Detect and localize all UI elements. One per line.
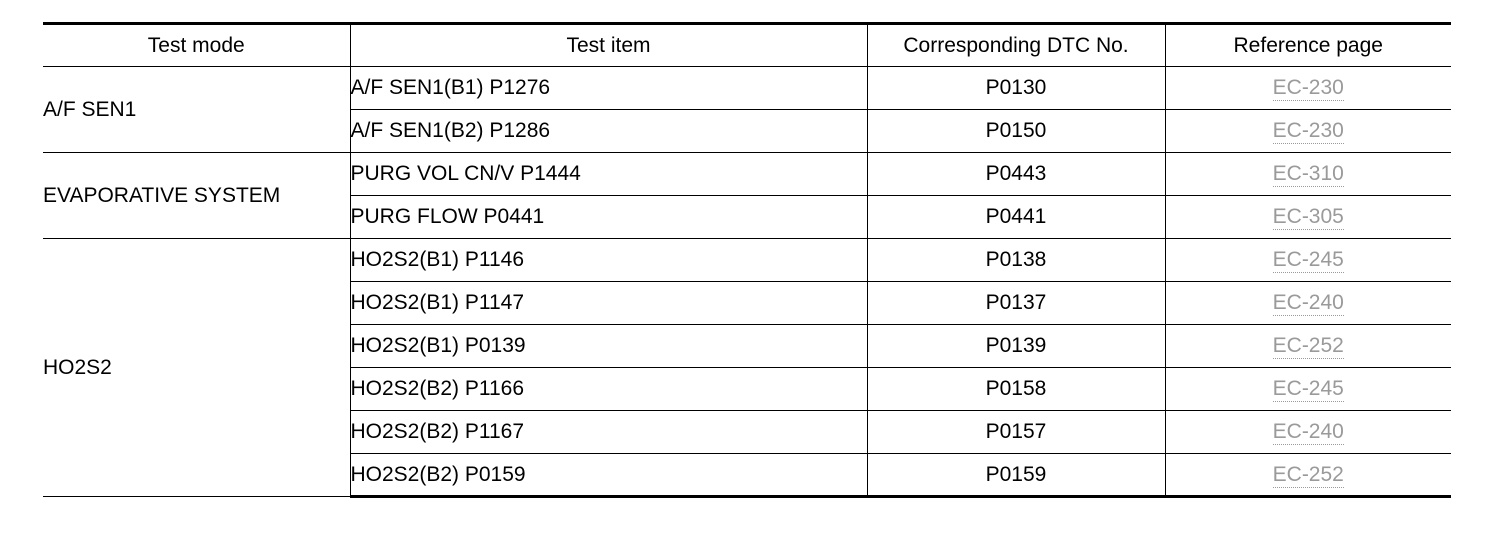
- dtc-number-cell: P0443: [867, 153, 1165, 196]
- test-mode-cell: EVAPORATIVE SYSTEM: [43, 153, 350, 239]
- header-row: [43, 24, 1451, 67]
- reference-page-cell: [1165, 282, 1451, 325]
- dtc-number-cell: P0159: [867, 454, 1165, 497]
- reference-page-link[interactable]: EC-245: [1272, 377, 1344, 400]
- test-item-cell: HO2S2(B1) P1146: [350, 239, 867, 282]
- table-body: [43, 67, 1451, 497]
- test-item-cell: HO2S2(B2) P1166: [350, 368, 867, 411]
- test-item-cell: HO2S2(B2) P1167: [350, 411, 867, 454]
- dtc-number-cell: P0130: [867, 67, 1165, 110]
- test-item-cell: A/F SEN1(B2) P1286: [350, 110, 867, 153]
- dtc-number-cell: P0150: [867, 110, 1165, 153]
- reference-page-cell: [1165, 325, 1451, 368]
- table-row: [43, 153, 1451, 196]
- header-reference-page: Reference page: [1165, 24, 1451, 67]
- reference-page-link[interactable]: EC-240: [1272, 291, 1344, 314]
- reference-page-link[interactable]: EC-305: [1272, 205, 1344, 228]
- test-item-cell: A/F SEN1(B1) P1276: [350, 67, 867, 110]
- reference-page-link[interactable]: EC-252: [1272, 334, 1344, 357]
- test-item-cell: HO2S2(B1) P1147: [350, 282, 867, 325]
- header-test-item: Test item: [350, 24, 867, 67]
- dtc-number-cell: P0157: [867, 411, 1165, 454]
- dtc-number-cell: P0139: [867, 325, 1165, 368]
- reference-page-link[interactable]: EC-240: [1272, 420, 1344, 443]
- reference-page-cell: [1165, 411, 1451, 454]
- test-item-cell: PURG FLOW P0441: [350, 196, 867, 239]
- test-mode-cell: HO2S2: [43, 239, 350, 497]
- dtc-number-cell: P0441: [867, 196, 1165, 239]
- test-mode-cell: A/F SEN1: [43, 67, 350, 153]
- dtc-number-cell: P0137: [867, 282, 1165, 325]
- dtc-number-cell: P0138: [867, 239, 1165, 282]
- reference-page-cell: [1165, 67, 1451, 110]
- reference-page-cell: [1165, 239, 1451, 282]
- reference-page-cell: [1165, 153, 1451, 196]
- test-item-cell: HO2S2(B1) P0139: [350, 325, 867, 368]
- reference-page-cell: [1165, 196, 1451, 239]
- dtc-number-cell: P0158: [867, 368, 1165, 411]
- dtc-table: [43, 22, 1451, 498]
- reference-page-link[interactable]: EC-245: [1272, 248, 1344, 271]
- test-item-cell: HO2S2(B2) P0159: [350, 454, 867, 497]
- reference-page-link[interactable]: EC-230: [1272, 76, 1344, 99]
- reference-page-link[interactable]: EC-230: [1272, 119, 1344, 142]
- table-row: [43, 239, 1451, 282]
- reference-page-cell: [1165, 454, 1451, 497]
- test-item-cell: PURG VOL CN/V P1444: [350, 153, 867, 196]
- header-dtc-no: Corresponding DTC No.: [867, 24, 1165, 67]
- table-row: [43, 67, 1451, 110]
- reference-page-cell: [1165, 368, 1451, 411]
- header-test-mode: Test mode: [43, 24, 350, 67]
- reference-page-link[interactable]: EC-252: [1272, 462, 1344, 486]
- reference-page-cell: [1165, 110, 1451, 153]
- reference-page-link[interactable]: EC-310: [1272, 162, 1344, 185]
